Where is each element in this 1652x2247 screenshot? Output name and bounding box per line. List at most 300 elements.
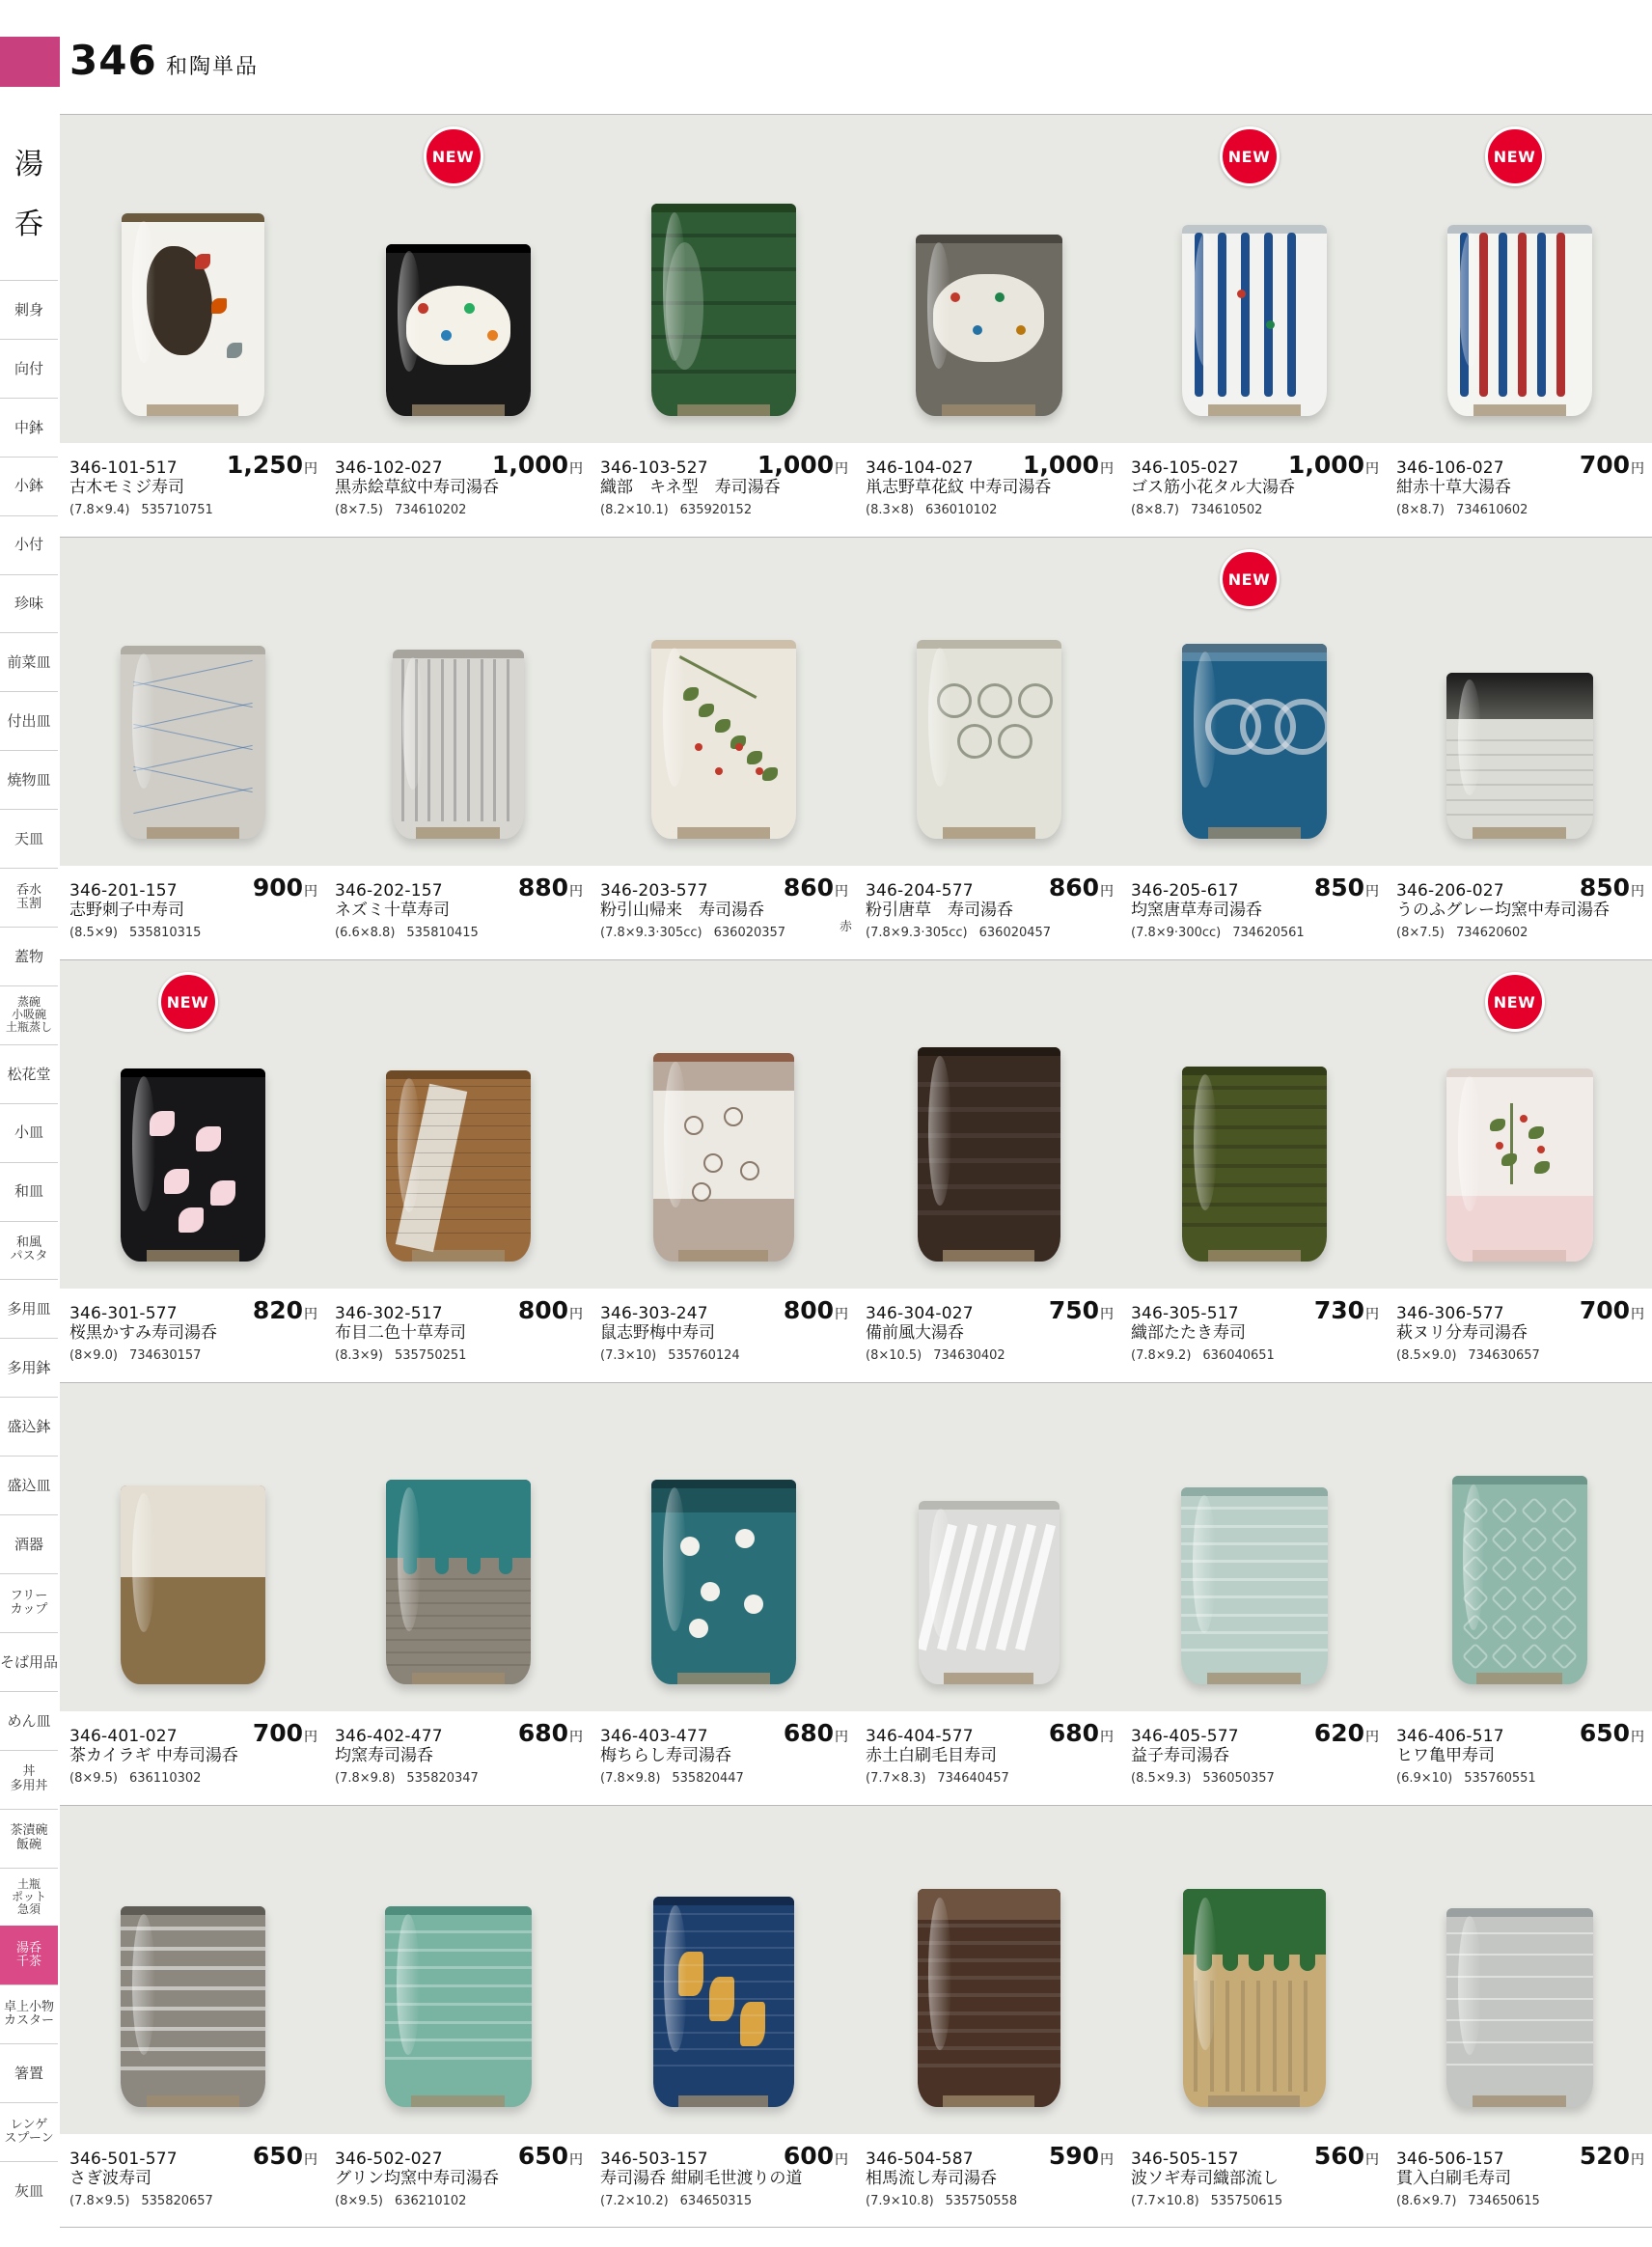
rail-item-13[interactable] bbox=[0, 1044, 58, 1103]
cup-foot bbox=[147, 1250, 239, 1262]
cup-pattern-kikko bbox=[1461, 1584, 1488, 1611]
cup-foot bbox=[1207, 1673, 1301, 1684]
cup-rim bbox=[1182, 225, 1327, 234]
product-row bbox=[60, 114, 1652, 537]
product-name: 梅ちらし寿司湯呑 bbox=[600, 1746, 731, 1765]
product-name: 紺赤十草大湯呑 bbox=[1396, 478, 1511, 497]
rail-item-31[interactable] bbox=[0, 2102, 58, 2161]
product-price: 1,250 bbox=[226, 451, 303, 479]
product-caption bbox=[325, 866, 591, 958]
product-name: 萩ヌリ分寿司湯呑 bbox=[1396, 1323, 1528, 1343]
product-code: 346-205-617 bbox=[1131, 881, 1239, 901]
cup-pattern-kikko bbox=[1491, 1643, 1518, 1670]
cup-pattern-ring bbox=[653, 1998, 794, 2000]
rail-item-10[interactable] bbox=[0, 868, 58, 927]
product-cell[interactable] bbox=[1387, 115, 1652, 443]
cup-rim bbox=[917, 640, 1061, 649]
cup-pattern-line bbox=[133, 788, 252, 814]
product-code: 346-304-027 bbox=[866, 1304, 974, 1323]
cup-pattern-ring bbox=[385, 2021, 532, 2024]
cup-foot bbox=[1473, 404, 1566, 416]
product-cell[interactable] bbox=[591, 1383, 856, 1711]
cup-pattern-line bbox=[133, 703, 252, 729]
cup-pattern-ring bbox=[386, 1639, 531, 1641]
cup-pattern-drip bbox=[1446, 673, 1593, 719]
cup-pattern-upper bbox=[1183, 1889, 1326, 1955]
price-currency: 円 bbox=[1365, 1730, 1379, 1745]
product-jan-code: 535810415 bbox=[406, 925, 479, 940]
cup-foot bbox=[1208, 404, 1301, 416]
product-image bbox=[1182, 225, 1327, 416]
rail-item-16[interactable] bbox=[0, 1221, 58, 1280]
page-tab-marker bbox=[0, 37, 60, 87]
product-cell[interactable] bbox=[60, 1806, 325, 2134]
price-currency: 円 bbox=[569, 884, 583, 900]
product-caption bbox=[325, 443, 591, 536]
cup-pattern-ring bbox=[918, 2011, 1060, 2015]
product-name: 古木モミジ寿司 bbox=[69, 478, 184, 497]
product-image bbox=[651, 204, 796, 416]
rail-item-label: 湯呑 千茶 bbox=[15, 1941, 41, 1970]
rail-item-25[interactable] bbox=[0, 1750, 58, 1809]
cup-pattern-kikko bbox=[1491, 1555, 1518, 1582]
cup-pattern-facet bbox=[1182, 1223, 1327, 1227]
cup-pattern-ring bbox=[651, 370, 796, 374]
cup-rim bbox=[651, 640, 796, 649]
cup-pattern-upper bbox=[386, 1480, 531, 1558]
cup-rim bbox=[919, 1501, 1060, 1510]
cup-rim bbox=[385, 1906, 532, 1915]
cup-pattern-drip bbox=[1197, 1946, 1212, 1971]
cup-pattern-ring bbox=[918, 1133, 1060, 1138]
product-jan-code: 734620561 bbox=[1232, 925, 1305, 940]
cup-pattern-weave bbox=[386, 1179, 531, 1180]
product-size: (7.9×10.8) bbox=[866, 2193, 934, 2208]
cup-pattern-leaf bbox=[747, 751, 762, 764]
product-code: 346-504-587 bbox=[866, 2150, 974, 2169]
rail-item-8[interactable] bbox=[0, 750, 58, 809]
product-size: (8.2×10.1) bbox=[600, 502, 669, 517]
cup-pattern-ring bbox=[385, 2003, 532, 2006]
cup-pattern-flower bbox=[995, 292, 1005, 302]
cup-pattern-wave bbox=[121, 1927, 265, 1930]
rail-item-26[interactable] bbox=[0, 1809, 58, 1868]
product-size: (7.3×10) bbox=[600, 1347, 657, 1363]
cup-pattern-berry bbox=[735, 743, 743, 751]
rail-item-label: 付出皿 bbox=[7, 712, 51, 731]
cup-pattern-ring bbox=[1181, 1631, 1328, 1634]
product-cell[interactable] bbox=[591, 1806, 856, 2134]
cup-pattern-ring bbox=[1181, 1595, 1328, 1598]
product-image bbox=[916, 235, 1062, 416]
price-currency: 円 bbox=[835, 2152, 848, 2168]
cup-pattern-kikko bbox=[1521, 1614, 1548, 1641]
cup-foot bbox=[943, 1250, 1034, 1262]
product-caption bbox=[1121, 1711, 1387, 1804]
product-image bbox=[653, 1053, 794, 1262]
rail-item-label: 松花堂 bbox=[7, 1065, 51, 1083]
product-caption bbox=[60, 443, 325, 536]
cup-pattern-line bbox=[133, 681, 252, 707]
product-size: (8×8.7) bbox=[1131, 502, 1179, 517]
product-caption bbox=[591, 1289, 856, 1381]
rail-item-28[interactable] bbox=[0, 1926, 58, 1984]
product-price: 860 bbox=[1048, 874, 1099, 902]
cup-pattern-weave bbox=[386, 1166, 531, 1167]
product-code: 346-506-157 bbox=[1396, 2150, 1504, 2169]
cup-pattern-flower bbox=[487, 330, 498, 341]
product-name: 粉引山帰来 寿司湯呑 bbox=[600, 901, 764, 920]
rail-item-label: 蓋物 bbox=[14, 947, 43, 965]
rail-item-label: そば用品 bbox=[0, 1652, 59, 1671]
product-cell[interactable] bbox=[1121, 538, 1387, 866]
product-caption bbox=[60, 2134, 325, 2227]
product-name: 茶カイラギ 中寿司湯呑 bbox=[69, 1746, 238, 1765]
cup-pattern-ring bbox=[1181, 1614, 1328, 1617]
product-cell[interactable] bbox=[325, 115, 591, 443]
cup-pattern-crackle bbox=[1446, 2064, 1593, 2066]
product-size: (8.6×9.7) bbox=[1396, 2193, 1457, 2208]
rail-item-20[interactable] bbox=[0, 1456, 58, 1514]
cup-pattern-sogi bbox=[1225, 1981, 1229, 2092]
rail-item-18[interactable] bbox=[0, 1338, 58, 1397]
rail-item-0[interactable] bbox=[0, 280, 58, 339]
cup-pattern-ume bbox=[701, 1582, 720, 1601]
rail-section-label: 湯 呑 bbox=[14, 148, 45, 241]
cup-pattern-rimband bbox=[918, 1889, 1060, 1920]
product-cell[interactable] bbox=[60, 115, 325, 443]
product-code: 346-302-517 bbox=[335, 1304, 443, 1323]
cup-pattern-leaf bbox=[1528, 1126, 1544, 1139]
product-name: グリン均窯中寿司湯呑 bbox=[335, 2169, 499, 2188]
product-cell[interactable] bbox=[325, 538, 591, 866]
cup-pattern-weave bbox=[386, 1086, 531, 1087]
product-cell[interactable] bbox=[856, 538, 1121, 866]
product-image bbox=[385, 1906, 532, 2107]
product-code: 346-202-157 bbox=[335, 881, 443, 901]
price-currency: 円 bbox=[1365, 884, 1379, 900]
rail-item-3[interactable] bbox=[0, 457, 58, 515]
product-cell[interactable] bbox=[856, 960, 1121, 1289]
cup-pattern-ring bbox=[651, 267, 796, 271]
rail-item-15[interactable] bbox=[0, 1162, 58, 1221]
product-jan-code: 535760551 bbox=[1464, 1770, 1536, 1786]
rail-item-24[interactable] bbox=[0, 1691, 58, 1750]
rail-item-1[interactable] bbox=[0, 339, 58, 398]
cup-pattern-ring bbox=[653, 2048, 794, 2050]
cup-pattern-stripe bbox=[1241, 233, 1250, 397]
rail-item-9[interactable] bbox=[0, 809, 58, 868]
price-currency: 円 bbox=[835, 1307, 848, 1322]
product-image bbox=[1452, 1476, 1587, 1684]
product-name: 寿司湯呑 紺刷毛世渡りの道 bbox=[600, 2169, 803, 2188]
product-name: 貫入白刷毛寿司 bbox=[1396, 2169, 1511, 2188]
cup-pattern-kikko bbox=[1491, 1526, 1518, 1553]
cup-rim bbox=[393, 650, 524, 658]
product-code: 346-305-517 bbox=[1131, 1304, 1239, 1323]
product-name: 桜黒かすみ寿司湯呑 bbox=[69, 1323, 217, 1343]
rail-item-label: めん皿 bbox=[7, 1711, 51, 1730]
product-price: 880 bbox=[517, 874, 568, 902]
product-name: 鼡志野草花紋 中寿司湯呑 bbox=[866, 478, 1052, 497]
cup-pattern-kikko bbox=[1551, 1526, 1578, 1553]
rail-item-7[interactable] bbox=[0, 691, 58, 750]
cup-pattern-stripe bbox=[1479, 233, 1488, 397]
cup-pattern-drip bbox=[467, 1549, 481, 1574]
cup-pattern-leaf bbox=[1534, 1161, 1550, 1174]
cup-pattern-ring bbox=[1181, 1560, 1328, 1563]
product-image bbox=[122, 213, 264, 416]
cup-pattern-weave bbox=[386, 1125, 531, 1126]
price-currency: 円 bbox=[569, 2152, 583, 2168]
product-name: 相馬流し寿司湯呑 bbox=[866, 2169, 997, 2188]
product-cell[interactable] bbox=[325, 960, 591, 1289]
cup-pattern-leaf bbox=[1490, 1119, 1505, 1131]
rail-item-19[interactable] bbox=[0, 1397, 58, 1456]
product-cell[interactable] bbox=[1121, 960, 1387, 1289]
cup-pattern-berry bbox=[715, 767, 723, 775]
cup-pattern-crackle bbox=[1446, 1976, 1593, 1978]
product-size: (7.7×10.8) bbox=[1131, 2193, 1199, 2208]
product-cell[interactable] bbox=[591, 960, 856, 1289]
product-code: 346-204-577 bbox=[866, 881, 974, 901]
cup-pattern-stripe bbox=[1556, 233, 1565, 397]
product-cell[interactable] bbox=[856, 1383, 1121, 1711]
cup-foot bbox=[1473, 827, 1566, 839]
product-caption bbox=[856, 1711, 1121, 1804]
product-price: 600 bbox=[783, 2142, 834, 2170]
rail-item-label: 和風 パスタ bbox=[10, 1235, 48, 1264]
cup-pattern-ume bbox=[744, 1595, 763, 1614]
product-size: (7.8×9.4) bbox=[69, 502, 130, 517]
product-cell[interactable] bbox=[1121, 1806, 1387, 2134]
cup-pattern-facet bbox=[1182, 1125, 1327, 1129]
product-image bbox=[653, 1897, 794, 2107]
product-jan-code: 535820347 bbox=[406, 1770, 479, 1786]
cup-pattern-scroll bbox=[957, 724, 992, 759]
product-size: (8.5×9.0) bbox=[1396, 1347, 1457, 1363]
cup-pattern-kikko bbox=[1521, 1497, 1548, 1524]
product-cell[interactable] bbox=[1387, 1806, 1652, 2134]
rail-item-2[interactable] bbox=[0, 398, 58, 457]
cup-pattern-wave bbox=[121, 1947, 265, 1951]
cup-pattern-drip bbox=[1249, 1946, 1264, 1971]
price-currency: 円 bbox=[569, 461, 583, 477]
product-jan-code: 734640457 bbox=[937, 1770, 1009, 1786]
product-price: 650 bbox=[252, 2142, 303, 2170]
cup-pattern-flower bbox=[441, 330, 452, 341]
product-jan-code: 535710751 bbox=[141, 502, 213, 517]
product-code: 346-405-577 bbox=[1131, 1727, 1239, 1746]
product-code: 346-106-027 bbox=[1396, 458, 1504, 478]
cup-pattern-facet bbox=[1182, 1203, 1327, 1207]
cup-pattern-stripe bbox=[1287, 233, 1296, 397]
product-cell[interactable] bbox=[856, 1806, 1121, 2134]
rail-item-14[interactable] bbox=[0, 1103, 58, 1162]
cup-pattern-kikko bbox=[1521, 1555, 1548, 1582]
cup-pattern-berry bbox=[1520, 1115, 1528, 1123]
product-image bbox=[386, 244, 531, 416]
new-badge: NEW bbox=[158, 972, 218, 1032]
rail-item-17[interactable] bbox=[0, 1279, 58, 1338]
cup-pattern-kikko bbox=[1551, 1584, 1578, 1611]
product-cell[interactable] bbox=[60, 1383, 325, 1711]
rail-item-label: 中鉢 bbox=[14, 418, 43, 436]
cup-pattern-ring bbox=[1181, 1578, 1328, 1581]
cup-pattern-ring bbox=[918, 1184, 1060, 1189]
cup-pattern-panel bbox=[653, 1091, 794, 1199]
product-caption bbox=[1387, 1289, 1652, 1381]
product-cell[interactable] bbox=[1121, 1383, 1387, 1711]
cup-pattern-leaf bbox=[195, 254, 210, 269]
rail-item-21[interactable] bbox=[0, 1514, 58, 1573]
product-size: (7.7×8.3) bbox=[866, 1770, 926, 1786]
price-currency: 円 bbox=[835, 461, 848, 477]
product-jan-code: 536050357 bbox=[1202, 1770, 1275, 1786]
product-code: 346-501-577 bbox=[69, 2150, 178, 2169]
rail-item-5[interactable] bbox=[0, 574, 58, 633]
cup-pattern-stripe bbox=[1195, 233, 1203, 397]
product-code: 346-303-247 bbox=[600, 1304, 708, 1323]
product-jan-code: 734610202 bbox=[394, 502, 467, 517]
cup-pattern-panel bbox=[933, 274, 1045, 361]
cup-pattern-sakura bbox=[150, 1111, 175, 1136]
product-image bbox=[917, 640, 1061, 839]
product-size: (7.8×9·300cc) bbox=[1131, 925, 1222, 940]
product-jan-code: 636020457 bbox=[978, 925, 1052, 940]
rail-item-label: 灰皿 bbox=[14, 2181, 43, 2200]
cup-rim bbox=[918, 1047, 1060, 1056]
new-badge: NEW bbox=[1485, 126, 1545, 186]
cup-pattern-stripe bbox=[493, 659, 496, 821]
product-price: 1,000 bbox=[1287, 451, 1364, 479]
rail-item-22[interactable] bbox=[0, 1573, 58, 1632]
product-cell[interactable] bbox=[1387, 1383, 1652, 1711]
cup-pattern-stripe bbox=[1518, 233, 1527, 397]
cup-pattern-lower bbox=[1446, 1196, 1593, 1262]
price-currency: 円 bbox=[1100, 884, 1114, 900]
cup-pattern-lower bbox=[121, 1577, 265, 1684]
product-caption bbox=[1121, 443, 1387, 536]
product-cell[interactable] bbox=[325, 1806, 591, 2134]
cup-pattern-stripe bbox=[415, 659, 418, 821]
cup-pattern-stripe bbox=[1499, 233, 1507, 397]
cup-pattern-weave bbox=[386, 1113, 531, 1114]
product-code: 346-404-577 bbox=[866, 1727, 974, 1746]
price-currency: 円 bbox=[835, 884, 848, 900]
cup-rim bbox=[386, 244, 531, 253]
cup-pattern-ume bbox=[724, 1107, 743, 1126]
rail-item-label: 天皿 bbox=[14, 829, 43, 847]
product-size: (7.8×9.3·305cc) bbox=[866, 925, 968, 940]
product-cell[interactable] bbox=[1387, 960, 1652, 1289]
cup-pattern-stripe bbox=[1264, 233, 1273, 397]
product-code: 346-406-517 bbox=[1396, 1727, 1504, 1746]
product-size: (8.5×9.3) bbox=[1131, 1770, 1192, 1786]
rail-item-label: 茶漬碗 飯碗 bbox=[10, 1823, 48, 1852]
rail-item-11[interactable] bbox=[0, 927, 58, 985]
rail-item-30[interactable] bbox=[0, 2043, 58, 2102]
product-price: 820 bbox=[252, 1296, 303, 1324]
rail-item-23[interactable] bbox=[0, 1632, 58, 1691]
product-cell[interactable] bbox=[60, 960, 325, 1289]
product-code: 346-105-027 bbox=[1131, 458, 1239, 478]
rail-item-4[interactable] bbox=[0, 515, 58, 574]
cup-pattern-drip bbox=[403, 1549, 417, 1574]
product-name: 均窯寿司湯呑 bbox=[335, 1746, 433, 1765]
cup-pattern-kikko bbox=[1521, 1526, 1548, 1553]
cup-pattern-stripe bbox=[507, 659, 509, 821]
cup-pattern-line bbox=[133, 660, 252, 686]
rail-item-label: 盛込鉢 bbox=[7, 1417, 51, 1435]
price-currency: 円 bbox=[1631, 884, 1644, 900]
product-name: 織部たたき寿司 bbox=[1131, 1323, 1246, 1343]
product-image bbox=[121, 1906, 265, 2107]
product-jan-code: 535760124 bbox=[668, 1347, 740, 1363]
cup-pattern-ring bbox=[1446, 814, 1593, 816]
rail-item-6[interactable] bbox=[0, 632, 58, 691]
cup-pattern-kikko bbox=[1461, 1497, 1488, 1524]
cup-pattern-ring bbox=[386, 1578, 531, 1580]
product-price: 650 bbox=[1579, 1719, 1630, 1747]
rail-item-label: 前菜皿 bbox=[7, 653, 51, 672]
price-currency: 円 bbox=[1631, 1730, 1644, 1745]
cup-pattern-ume bbox=[703, 1153, 723, 1173]
product-cell[interactable] bbox=[591, 538, 856, 866]
cup-pattern-stripe bbox=[1537, 233, 1546, 397]
cup-pattern-ring bbox=[651, 301, 796, 305]
product-price: 800 bbox=[517, 1296, 568, 1324]
cup-pattern-ume bbox=[735, 1529, 755, 1548]
product-name: 布目二色十草寿司 bbox=[335, 1323, 466, 1343]
cup-pattern-stripe bbox=[1460, 233, 1469, 397]
rail-item-label: 卓上小物 カスター bbox=[3, 2000, 54, 2029]
product-cell[interactable] bbox=[1121, 115, 1387, 443]
product-name: うのふグレー均窯中寿司湯呑 bbox=[1396, 901, 1610, 920]
product-code: 346-104-027 bbox=[866, 458, 974, 478]
cup-pattern-stem bbox=[1510, 1103, 1513, 1184]
cup-pattern-ring bbox=[1446, 784, 1593, 786]
cup-pattern-scroll bbox=[1275, 699, 1327, 755]
rail-item-29[interactable] bbox=[0, 1984, 58, 2043]
product-cell[interactable] bbox=[325, 1383, 591, 1711]
product-cell[interactable] bbox=[1387, 538, 1652, 866]
cup-pattern-scroll bbox=[977, 683, 1012, 718]
rail-item-32[interactable] bbox=[0, 2161, 58, 2220]
rail-item-label: 酒器 bbox=[14, 1535, 43, 1553]
cup-pattern-line bbox=[133, 766, 252, 792]
cup-pattern-stripe bbox=[467, 659, 470, 821]
product-name: 波ソギ寿司織部流し bbox=[1131, 2169, 1279, 2188]
rail-item-27[interactable] bbox=[0, 1868, 58, 1927]
cup-pattern-ring bbox=[386, 1602, 531, 1604]
product-cell[interactable] bbox=[60, 538, 325, 866]
product-cell[interactable] bbox=[856, 115, 1121, 443]
cup-pattern-facet bbox=[1182, 1145, 1327, 1149]
product-cell[interactable] bbox=[591, 115, 856, 443]
product-name: 織部 キネ型 寿司湯呑 bbox=[600, 478, 781, 497]
price-currency: 円 bbox=[304, 2152, 317, 2168]
cup-pattern-sogi bbox=[1210, 1981, 1214, 2092]
rail-item-12[interactable] bbox=[0, 985, 58, 1044]
product-name: 鼠志野梅中寿司 bbox=[600, 1323, 715, 1343]
product-size: (8×9.0) bbox=[69, 1347, 118, 1363]
cup-foot bbox=[1476, 1673, 1563, 1684]
product-price: 750 bbox=[1048, 1296, 1099, 1324]
cup-foot bbox=[412, 404, 505, 416]
cup-pattern-calligraphy bbox=[678, 1952, 703, 1996]
product-size: (6.9×10) bbox=[1396, 1770, 1453, 1786]
